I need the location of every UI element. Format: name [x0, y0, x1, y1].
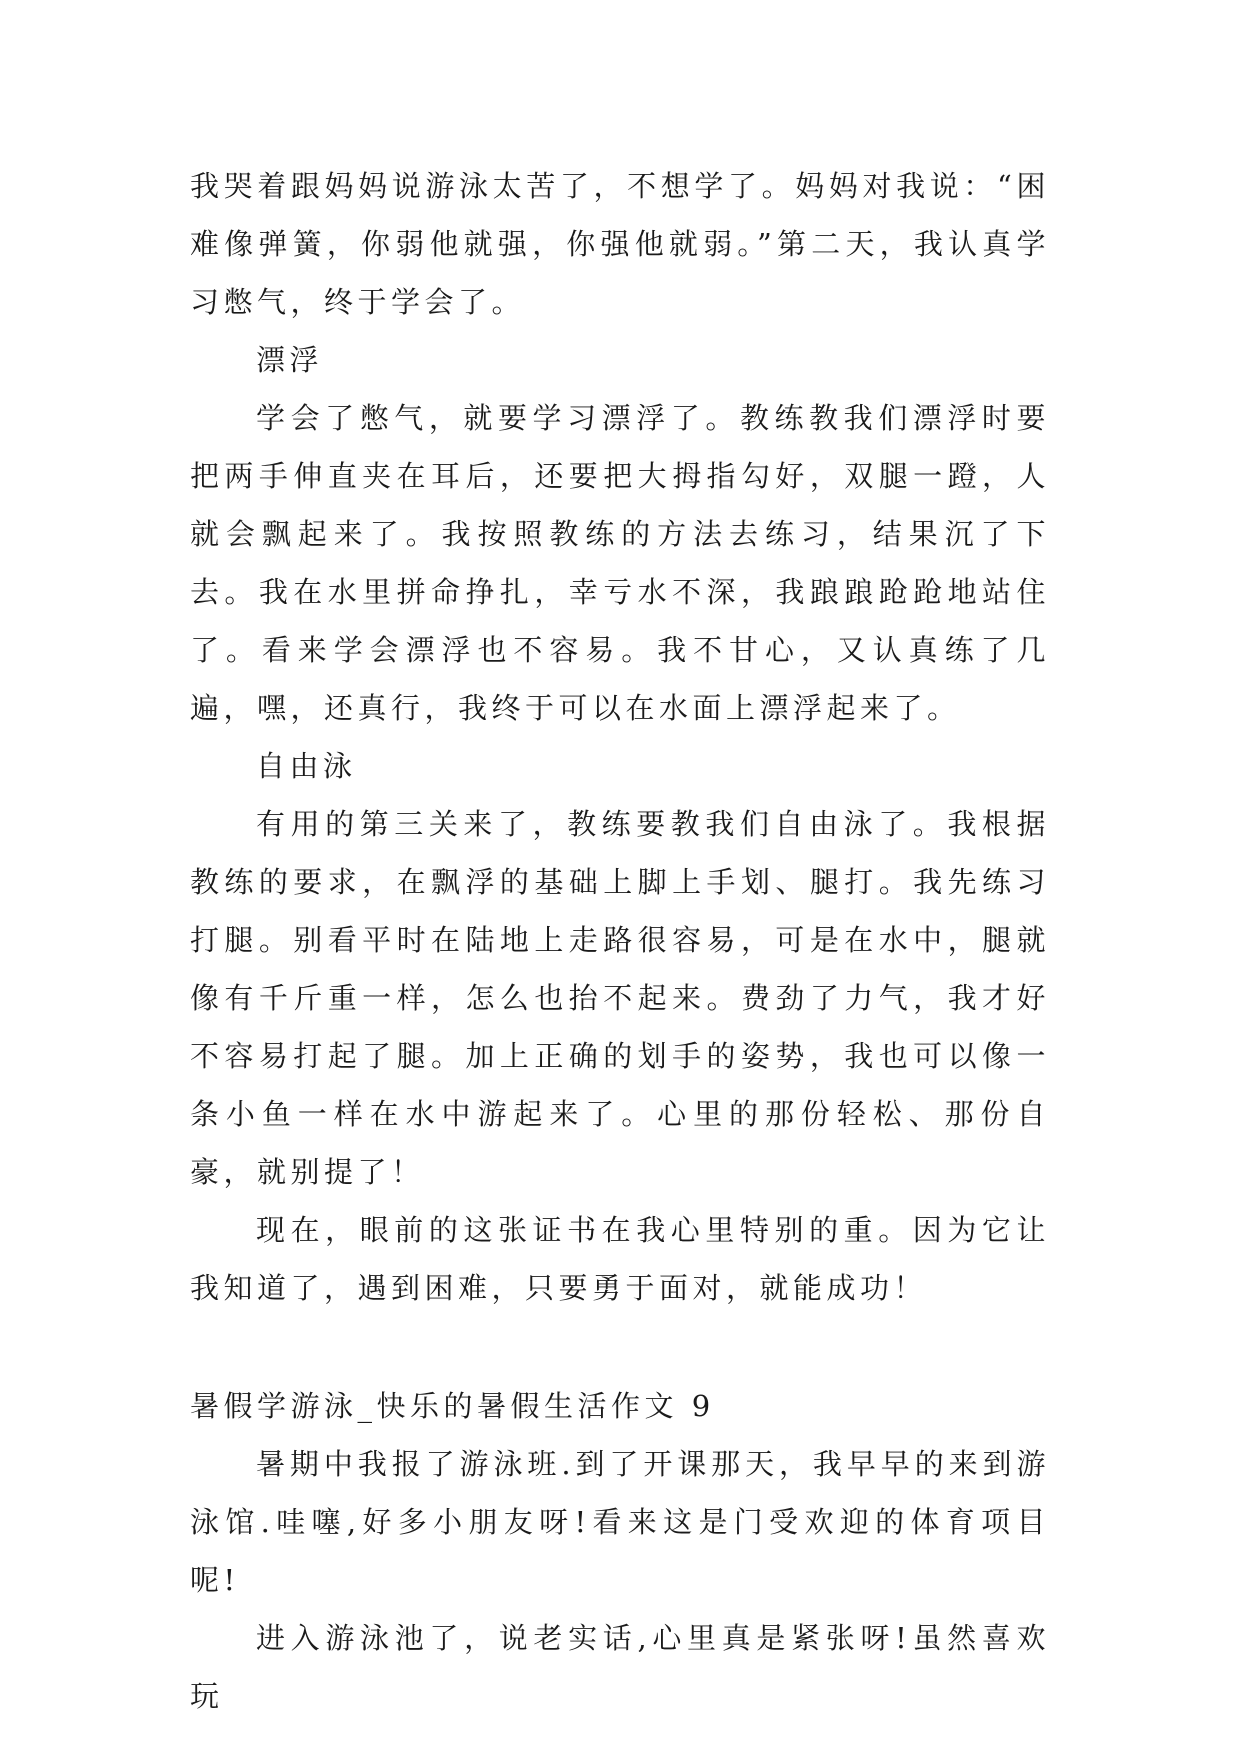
- paragraph-1: 我哭着跟妈妈说游泳太苦了，不想学了。妈妈对我说：“困难像弹簧，你弱他就强，你强他就弱。”第二天，我认真学习憋气，终于学会了。: [190, 169, 1050, 319]
- heading-float: 漂浮: [256, 343, 324, 377]
- section-gap: [190, 1317, 1050, 1377]
- document-body: [190, 157, 1050, 1725]
- essay-paragraph-1: 暑期中我报了游泳班.到了开课那天，我早早的来到游泳馆.哇噻,好多小朋友呀!看来这是门受欢迎的体育项目呢!: [190, 1447, 1050, 1597]
- essay-paragraph-2: 进入游泳池了，说老实话,心里真是紧张呀!虽然喜欢玩: [190, 1621, 1050, 1713]
- paragraph-float: 学会了憋气，就要学习漂浮了。教练教我们漂浮时要把两手伸直夹在耳后，还要把大拇指勾好，双腿一蹬，人就会飘起来了。我按照教练的方法去练习，结果沉了下去。我在水里拼命挣扎，幸亏水不深，我踉踉跄跄地站住了。看来学会漂浮也不容易。我不甘心，又认真练了几遍，嘿，还真行，我终于可以在水面上漂浮起来了。: [190, 401, 1050, 725]
- paragraph-conclusion: 现在，眼前的这张证书在我心里特别的重。因为它让我知道了，遇到困难，只要勇于面对，就能成功！: [190, 1213, 1050, 1305]
- essay-title: 暑假学游泳_快乐的暑假生活作文 9: [190, 1389, 715, 1423]
- paragraph-freestyle: 有用的第三关来了，教练要教我们自由泳了。我根据教练的要求，在飘浮的基础上脚上手划、腿打。我先练习打腿。别看平时在陆地上走路很容易，可是在水中，腿就像有千斤重一样，怎么也抬不起来。费劲了力气，我才好不容易打起了腿。加上正确的划手的姿势，我也可以像一条小鱼一样在水中游起来了。心里的那份轻松、那份自豪，就别提了！: [190, 807, 1050, 1189]
- heading-freestyle: 自由泳: [256, 749, 357, 783]
